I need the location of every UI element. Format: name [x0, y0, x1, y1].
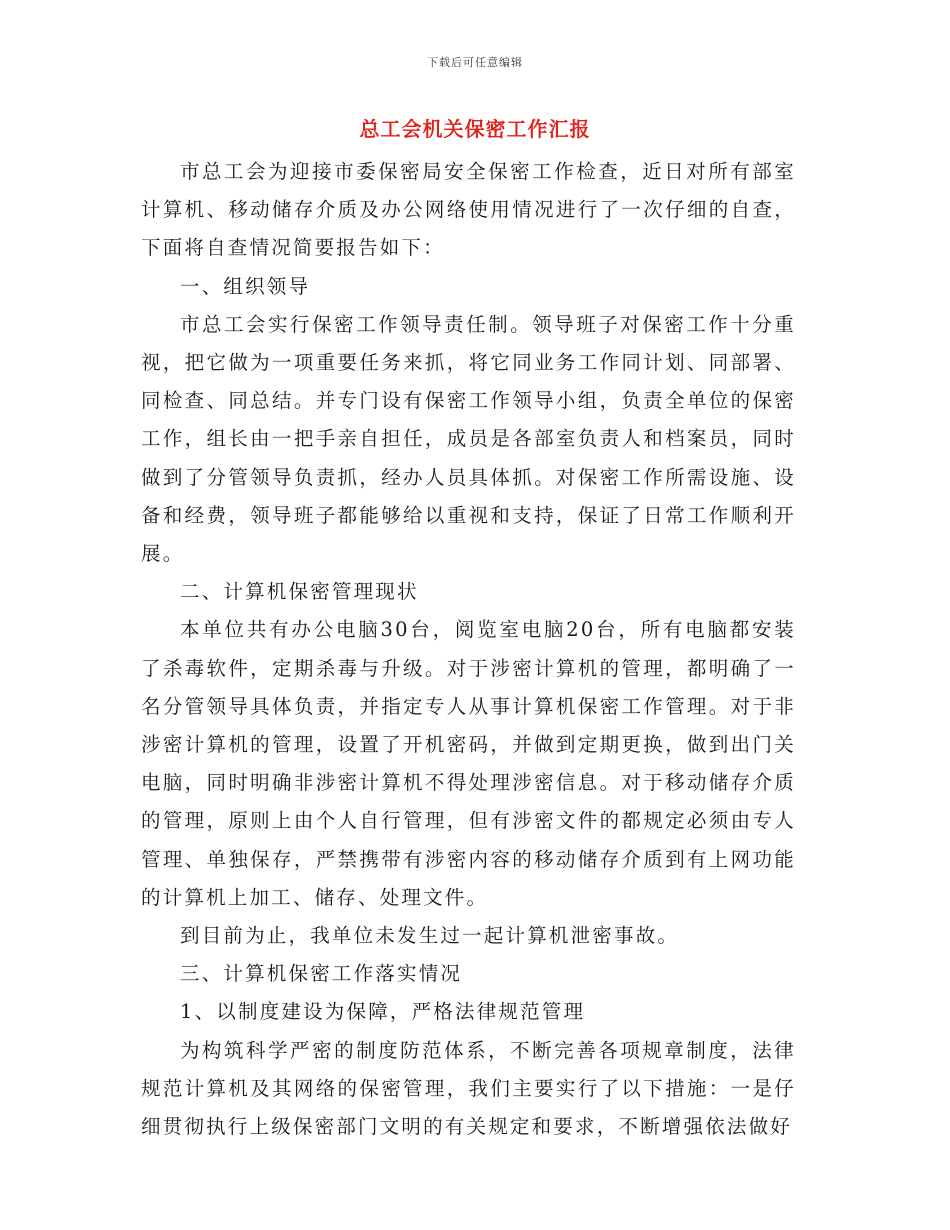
system-paragraph: 为构筑科学严密的制度防范体系，不断完善各项规章制度，法律规范计算机及其网络的保密管理，我们主要实行了以下措施：一是仔细贯彻执行上级保密部门文明的有关规定和要求，不断增强依法做好	[141, 1038, 796, 1139]
section-heading-organization: 一、组织领导	[180, 274, 311, 298]
computer-status-paragraph: 本单位共有办公电脑30台，阅览室电脑20台，所有电脑都安装了杀毒软件，定期杀毒与升级。对于涉密计算机的管理，都明确了一名分管领导具体负责，并指定专人从事计算机保密工作管理。对于非涉密计算机的管理，设置了开机密码，并做到定期更换，做到出门关电脑，同时明确非涉密计算机不得处理涉密信息。对于移动储存介质的管理，原则上由个人自行管理，但有涉密文件的都规定必须由专人管理、单独保存，严禁携带有涉密内容的移动储存介质到有上网功能的计算机上加工、储存、处理文件。	[141, 618, 796, 909]
header-note: 下载后可任意编辑	[427, 56, 523, 69]
section-heading-computer-status: 二、计算机保密管理现状	[180, 580, 419, 604]
organization-paragraph: 市总工会实行保密工作领导责任制。领导班子对保密工作十分重视，把它做为一项重要任务来抓，将它同业务工作同计划、同部署、同检查、同总结。并专门设有保密工作领导小组，负责全单位的保密工作，组长由一把手亲自担任，成员是各部室负责人和档案员，同时做到了分管领导负责抓，经办人员具体抓。对保密工作所需设施、设备和经费，领导班子都能够给以重视和支持，保证了日常工作顺利开展。	[141, 312, 796, 566]
document-title: 总工会机关保密工作汇报	[359, 117, 591, 141]
no-incident-paragraph: 到目前为止，我单位未发生过一起计算机泄密事故。	[180, 924, 680, 948]
section-heading-implementation: 三、计算机保密工作落实情况	[180, 962, 463, 986]
subsection-heading-system: 1、以制度建设为保障，严格法律规范管理	[180, 1000, 586, 1024]
document-body	[141, 153, 796, 1146]
intro-paragraph: 市总工会为迎接市委保密局安全保密工作检查，近日对所有部室计算机、移动储存介质及办公网络使用情况进行了一次仔细的自查，下面将自查情况简要报告如下：	[141, 160, 796, 260]
